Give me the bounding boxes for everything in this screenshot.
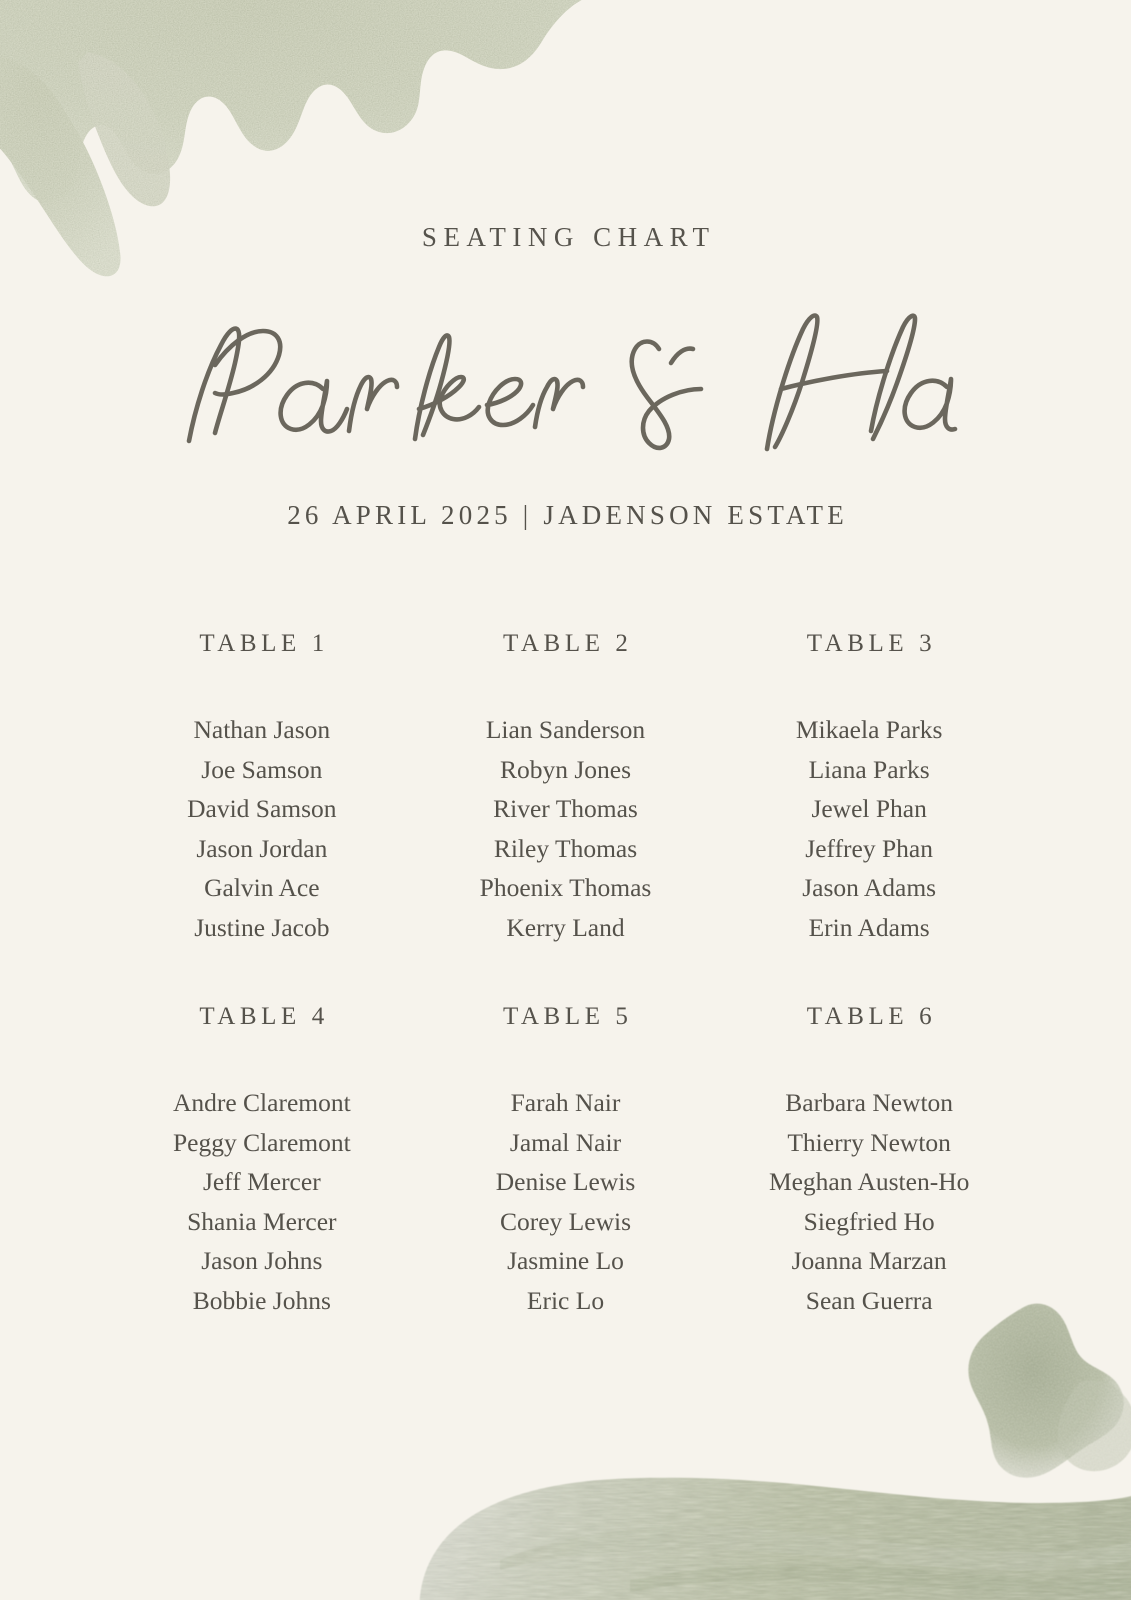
- guest-name: Nathan Jason: [193, 715, 331, 744]
- guest-name: Robyn Jones: [499, 754, 632, 784]
- guest-name: Siegfried Ho: [803, 1206, 935, 1236]
- tables-grid: [110, 630, 1021, 1320]
- guest-name: Joe Samson: [201, 754, 323, 784]
- guest-name: Farah Nair: [510, 1088, 621, 1117]
- table-title: TABLE 4: [199, 1003, 329, 1030]
- table-block-4: [110, 1003, 414, 1320]
- guest-name: Jason Jordan: [196, 833, 328, 863]
- guest-name: Eric Lo: [526, 1285, 605, 1315]
- couple-names-script: [0, 300, 1131, 470]
- guest-name: Bobbie Johns: [192, 1285, 331, 1315]
- guest-name: Justine Jacob: [194, 912, 330, 942]
- guest-name: Liana Parks: [808, 754, 930, 784]
- table-block-2: [414, 630, 718, 947]
- guest-name: Joanna Marzan: [791, 1246, 947, 1275]
- guest-name: Jason Johns: [201, 1246, 323, 1275]
- guest-name: Jeff Mercer: [202, 1167, 321, 1196]
- guest-name: Meghan Austen-Ho: [768, 1167, 970, 1196]
- guest-list: [414, 1083, 718, 1320]
- guest-name: Kerry Land: [506, 912, 625, 942]
- guest-name: Denise Lewis: [495, 1167, 636, 1196]
- guest-name: Jasmine Lo: [507, 1246, 624, 1275]
- guest-name: Riley Thomas: [493, 833, 638, 863]
- guest-name: Jewel Phan: [811, 794, 927, 823]
- guest-list: [110, 1083, 414, 1320]
- table-block-6: [717, 1003, 1021, 1320]
- table-block-5: [414, 1003, 718, 1320]
- guest-name: Barbara Newton: [785, 1088, 954, 1117]
- guest-name: Sean Guerra: [805, 1285, 933, 1315]
- guest-name: David Samson: [187, 794, 337, 823]
- event-date-venue: 26 APRIL 2025 | JADENSON ESTATE: [287, 500, 848, 530]
- guest-list: [717, 710, 1021, 947]
- guest-name: Jamal Nair: [509, 1127, 622, 1157]
- guest-name: Thierry Newton: [787, 1127, 951, 1157]
- guest-name: River Thomas: [493, 794, 638, 823]
- guest-list: [110, 710, 414, 947]
- guest-name: Phoenix Thomas: [479, 873, 652, 902]
- table-block-1: [110, 630, 414, 947]
- guest-name: Andre Claremont: [172, 1088, 351, 1117]
- guest-name: Lian Sanderson: [485, 715, 646, 744]
- table-block-3: [717, 630, 1021, 947]
- guest-name: Jason Adams: [802, 873, 937, 902]
- table-title: TABLE 3: [806, 630, 937, 657]
- guest-list: [414, 710, 718, 947]
- guest-list: [717, 1083, 1021, 1320]
- guest-name: Galvin Ace: [204, 873, 320, 902]
- table-title: TABLE 5: [503, 1003, 633, 1030]
- guest-name: Erin Adams: [808, 912, 930, 942]
- guest-name: Mikaela Parks: [795, 715, 943, 744]
- table-title: TABLE 2: [503, 630, 633, 657]
- guest-name: Shania Mercer: [187, 1206, 337, 1236]
- page-eyebrow: SEATING CHART: [421, 222, 716, 252]
- table-title: TABLE 1: [199, 630, 329, 657]
- guest-name: Corey Lewis: [499, 1206, 631, 1236]
- guest-name: Peggy Claremont: [172, 1127, 351, 1157]
- guest-name: Jeffrey Phan: [805, 833, 933, 863]
- table-title: TABLE 6: [806, 1003, 937, 1030]
